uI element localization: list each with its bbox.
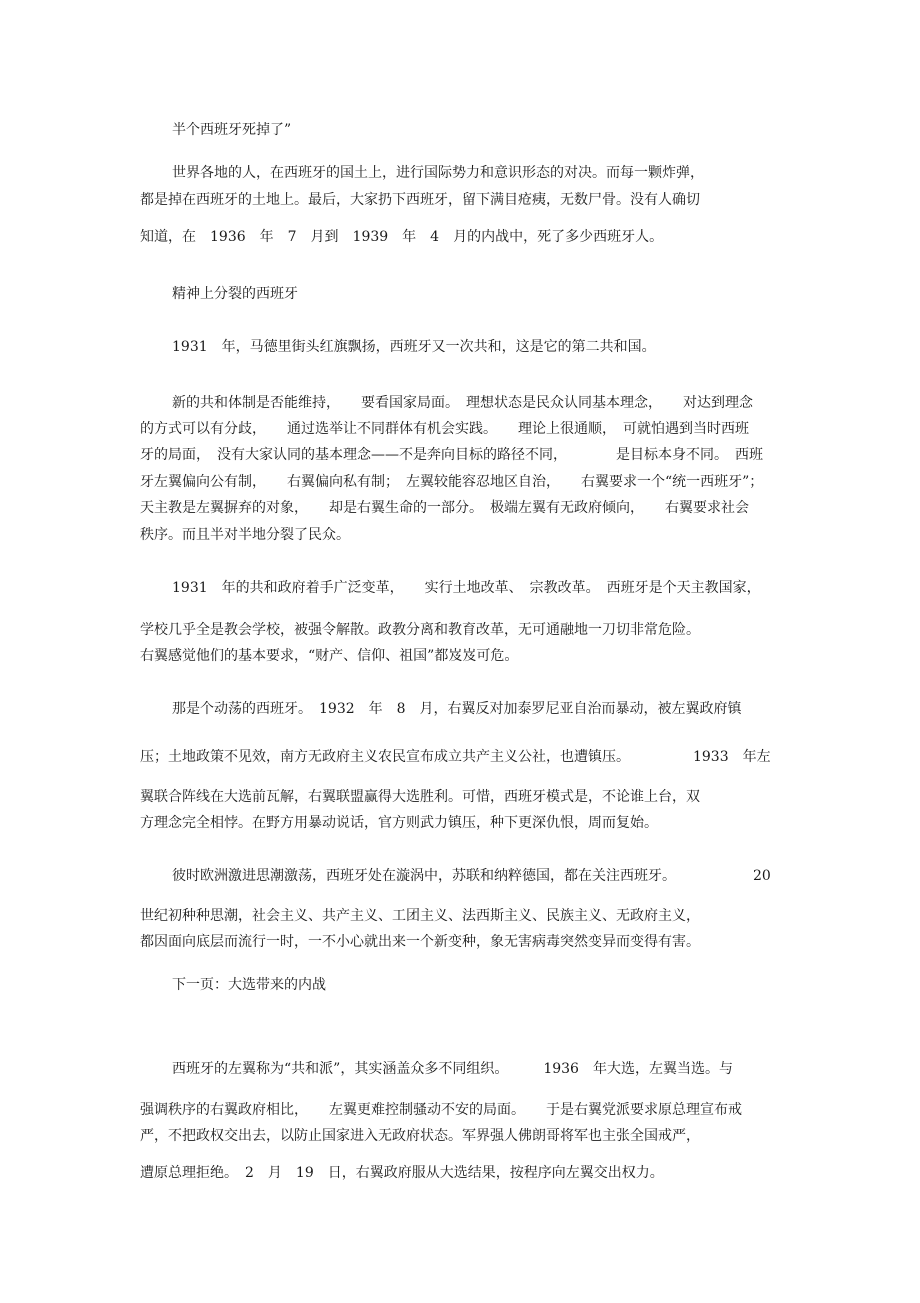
section-heading: 精神上分裂的西班牙 bbox=[172, 286, 298, 302]
paragraph-line: 牙左翼偏向公有制， 右翼偏向私有制； 左翼较能容忍地区自治， 右翼要求一个“统一西班牙”； bbox=[140, 474, 764, 490]
paragraph-line: 1931 年，马德里街头红旗飘扬，西班牙又一次共和，这是它的第二共和国。 bbox=[172, 339, 656, 355]
paragraph-line: 的方式可以有分歧， 通过选举让不同群体有机会实践。 理论上很通顺， 可就怕遇到当时西班 bbox=[140, 421, 749, 437]
paragraph-line: 知道，在 1936 年 7 月到 1939 年 4 月的内战中，死了多少西班牙人。 bbox=[140, 229, 664, 245]
paragraph-line: 翼联合阵线在大选前瓦解，右翼联盟赢得大选胜利。可惜，西班牙模式是，不论谁上台，双 bbox=[140, 789, 700, 805]
paragraph-line: 遭原总理拒绝。 2 月 19 日，右翼政府服从大选结果，按程序向左翼交出权力。 bbox=[140, 1165, 664, 1181]
paragraph-line: 天主教是左翼摒弃的对象， 却是右翼生命的一部分。 极端左翼有无政府倾向， 右翼要求社会 bbox=[140, 500, 749, 516]
paragraph-line: 秩序。而且半对半地分裂了民众。 bbox=[140, 527, 350, 543]
paragraph-line: 都因面向底层而流行一时，一不小心就出来一个新变种，象无害病毒突然变异而变得有害。 bbox=[140, 934, 700, 950]
paragraph-line: 严，不把政权交出去，以防止国家进入无政府状态。军界强人佛朗哥将军也主张全国戒严， bbox=[140, 1128, 700, 1144]
next-page-link-text: 下一页：大选带来的内战 bbox=[172, 977, 326, 993]
paragraph-line: 半个西班牙死掉了” bbox=[172, 122, 292, 138]
paragraph-line: 压；土地政策不见效，南方无政府主义农民宣布成立共产主义公社，也遭镇压。 1933 年左 bbox=[140, 749, 771, 765]
paragraph-line: 世纪初种种思潮，社会主义、共产主义、工团主义、法西斯主义、民族主义、无政府主义， bbox=[140, 908, 700, 924]
paragraph-line: 牙的局面， 没有大家认同的基本理念——不是奔向目标的路径不同， 是目标本身不同。 西班 bbox=[140, 447, 763, 463]
paragraph-line: 那是个动荡的西班牙。 1932 年 8 月，右翼反对加泰罗尼亚自治而暴动，被左翼政府镇 bbox=[172, 701, 742, 717]
paragraph-line: 学校几乎全是教会学校，被强令解散。政教分离和教育改革，无可通融地一刀切非常危险。 bbox=[140, 622, 700, 638]
paragraph-line: 西班牙的左翼称为“共和派”，其实涵盖众多不同组织。 1936 年大选，左翼当选。与 bbox=[172, 1061, 733, 1077]
paragraph-line: 世界各地的人，在西班牙的国土上，进行国际势力和意识形态的对决。而每一颗炸弹， bbox=[172, 165, 704, 181]
paragraph-line: 方理念完全相悖。在野方用暴动说话，官方则武力镇压，种下更深仇恨，周而复始。 bbox=[140, 815, 658, 831]
paragraph-line: 右翼感觉他们的基本要求，“财产、信仰、祖国”都岌岌可危。 bbox=[140, 648, 519, 664]
paragraph-line: 都是掉在西班牙的土地上。最后，大家扔下西班牙，留下满目疮痍，无数尸骨。没有人确切 bbox=[140, 192, 700, 208]
paragraph-line: 强调秩序的右翼政府相比， 左翼更难控制骚动不安的局面。 于是右翼党派要求原总理宣布戒 bbox=[140, 1102, 742, 1118]
paragraph-line: 新的共和体制是否能维持， 要看国家局面。 理想状态是民众认同基本理念， 对达到理念 bbox=[172, 395, 753, 411]
paragraph-line: 1931 年的共和政府着手广泛变革， 实行土地改革、 宗教改革。 西班牙是个天主教国家， bbox=[172, 580, 761, 596]
paragraph-line: 彼时欧洲激进思潮激荡，西班牙处在漩涡中，苏联和纳粹德国，都在关注西班牙。 20 bbox=[172, 868, 771, 884]
